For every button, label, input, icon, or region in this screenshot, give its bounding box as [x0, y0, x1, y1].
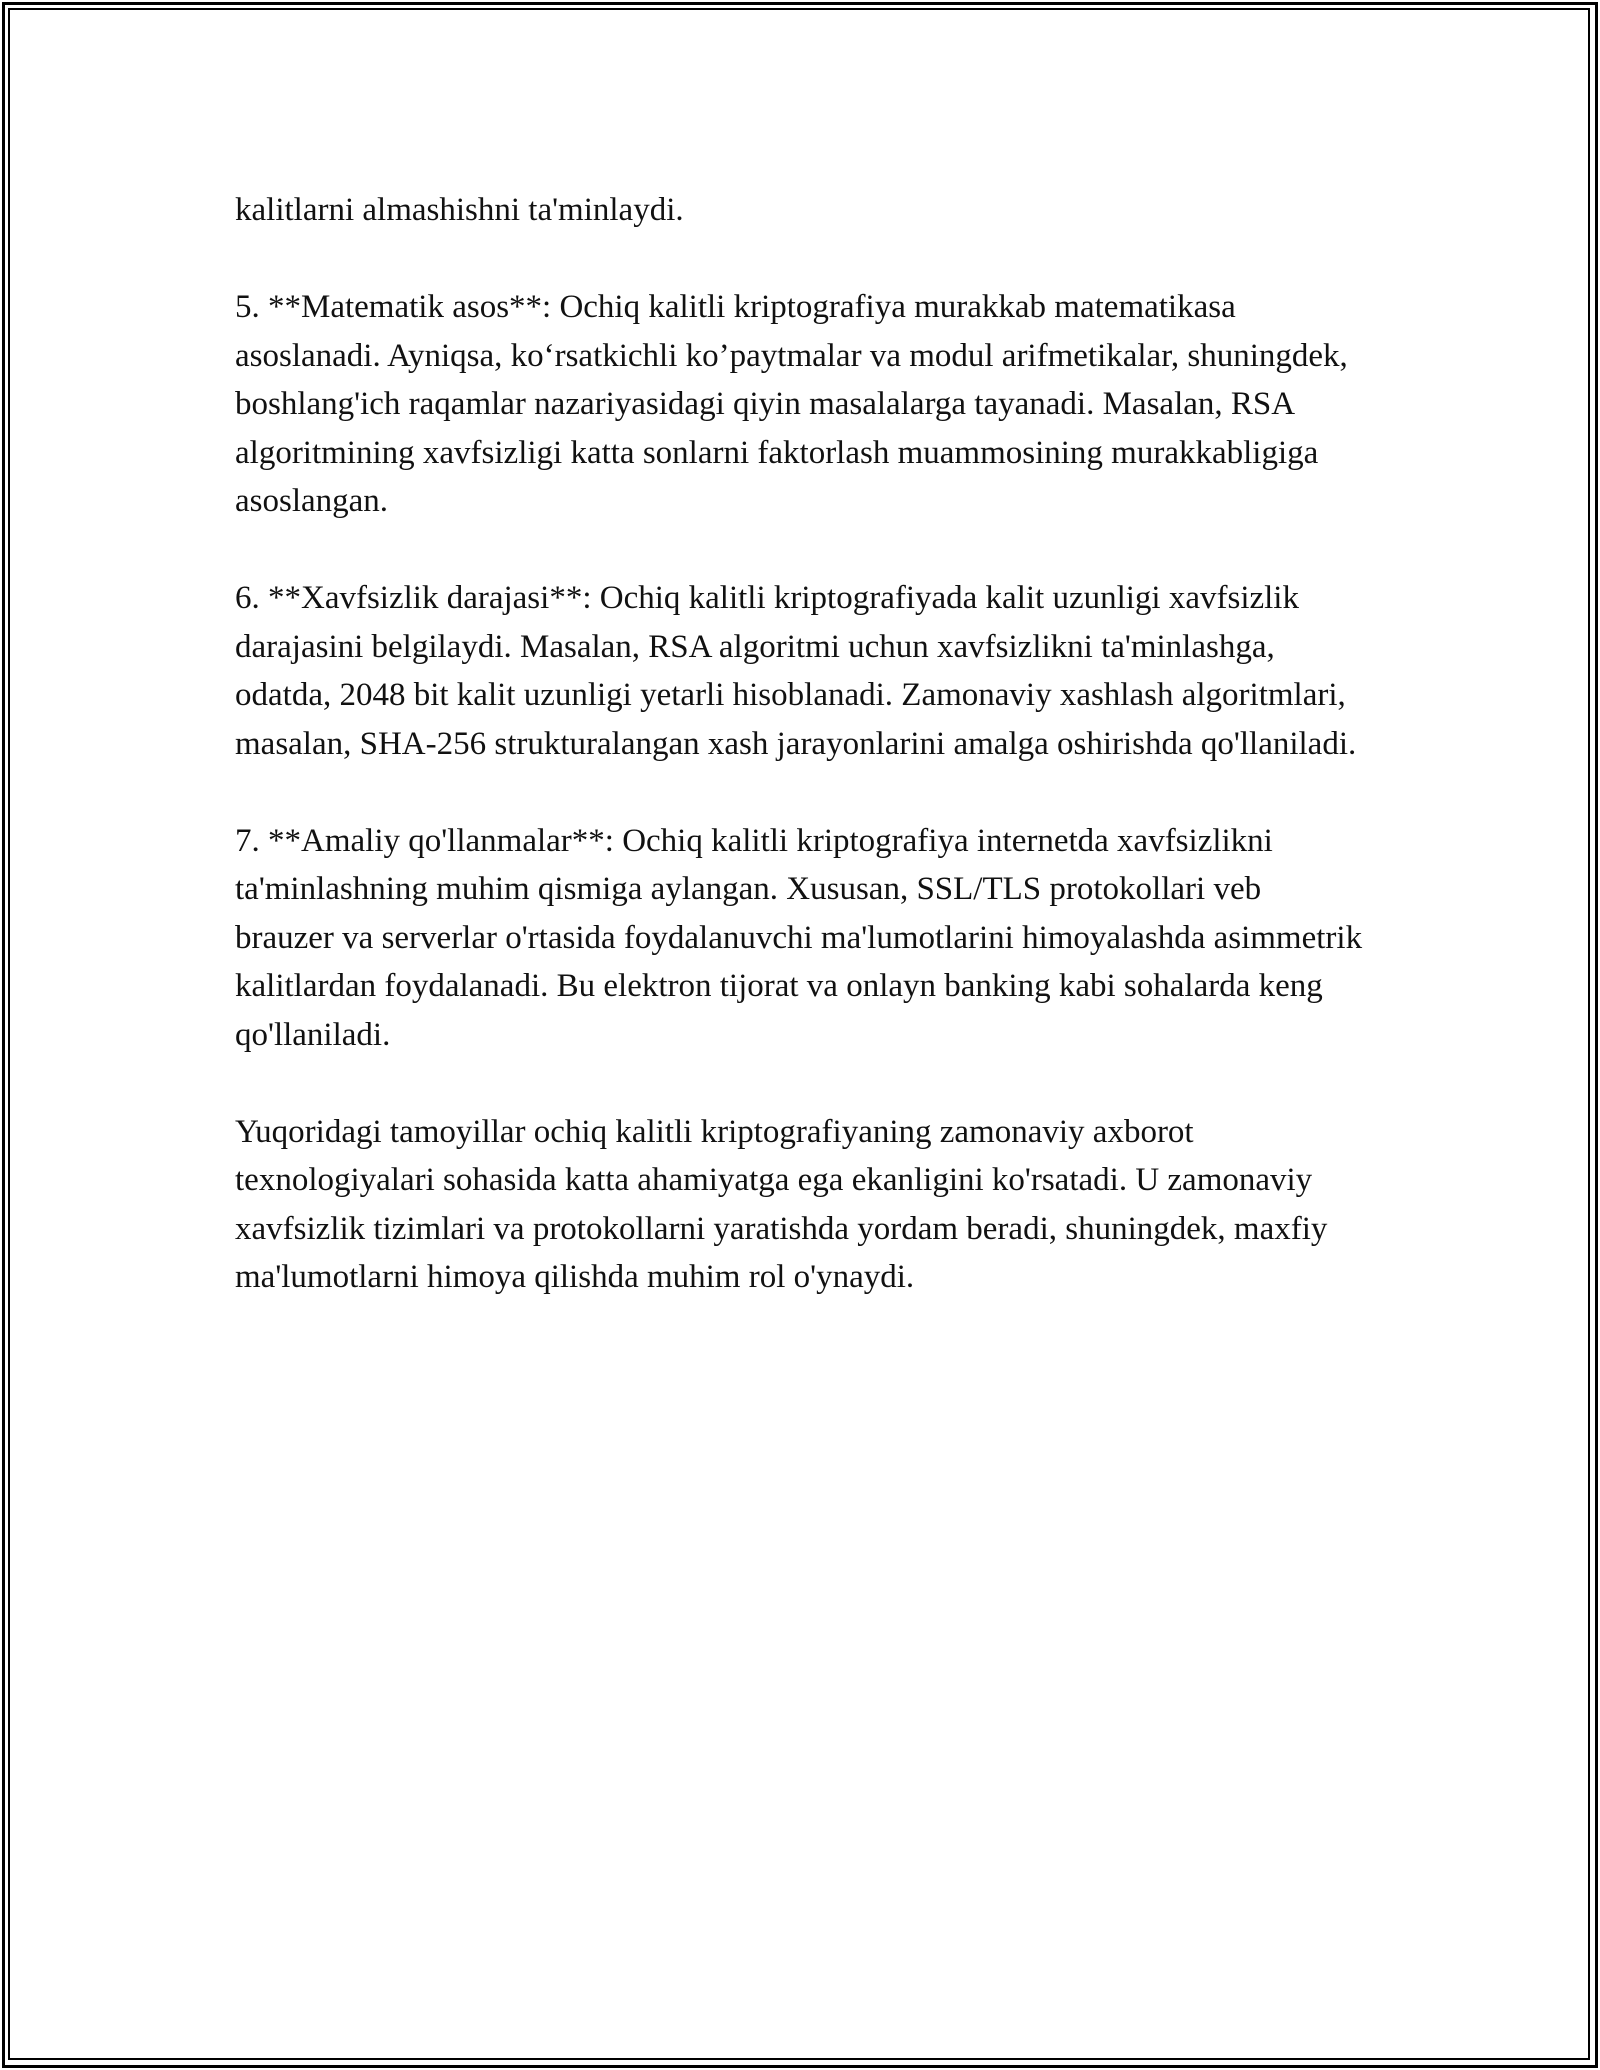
- paragraph-matematik-asos: 5. **Matematik asos**: Ochiq kalitli kriptografiya murakkab matematikasa asoslanadi. Ayniqsa, ko‘rsatkichli ko’paytmalar va modul arifmetikalar, shuningdek, boshlang'ich raqamlar nazariyasidagi qiyin masalalarga tayanadi. Masalan, RSA algoritmining xavfsizligi katta sonlarni faktorlash muammosining murakkabligiga asoslangan.: [235, 289, 1348, 519]
- paragraph-continuation: kalitlarni almashishni ta'minlaydi.: [235, 192, 684, 228]
- paragraph-amaliy-qollanmalar: 7. **Amaliy qo'llanmalar**: Ochiq kalitli kriptografiya internetda xavfsizlikni ta'minlashning muhim qismiga aylangan. Xususan, SSL/TLS protokollari veb brauzer va serverlar o'rtasida foydalanuvchi ma'lumotlarini himoyalashda asimmetrik kalitlardan foydalanadi. Bu elektron tijorat va onlayn banking kabi sohalarda keng qo'llaniladi.: [235, 822, 1363, 1053]
- document-body: [235, 186, 1365, 1350]
- paragraph-xavfsizlik-darajasi: 6. **Xavfsizlik darajasi**: Ochiq kalitli kriptografiyada kalit uzunligi xavfsizlik darajasini belgilaydi. Masalan, RSA algoritmi uchun xavfsizlikni ta'minlashga, odatda, 2048 bit kalit uzunligi yetarli hisoblanadi. Zamonaviy xashlash algoritmlari, masalan, SHA-256 strukturalangan xash jarayonlarini amalga oshirishda qo'llaniladi.: [235, 580, 1357, 762]
- paragraph-conclusion: Yuqoridagi tamoyillar ochiq kalitli kriptografiyaning zamonaviy axborot texnologiyalari sohasida katta ahamiyatga ega ekanligini ko'rsatadi. U zamonaviy xavfsizlik tizimlari va protokollarni yaratishda yordam beradi, shuningdek, maxfiy ma'lumotlarni himoya qilishda muhim rol o'ynaydi.: [235, 1113, 1328, 1295]
